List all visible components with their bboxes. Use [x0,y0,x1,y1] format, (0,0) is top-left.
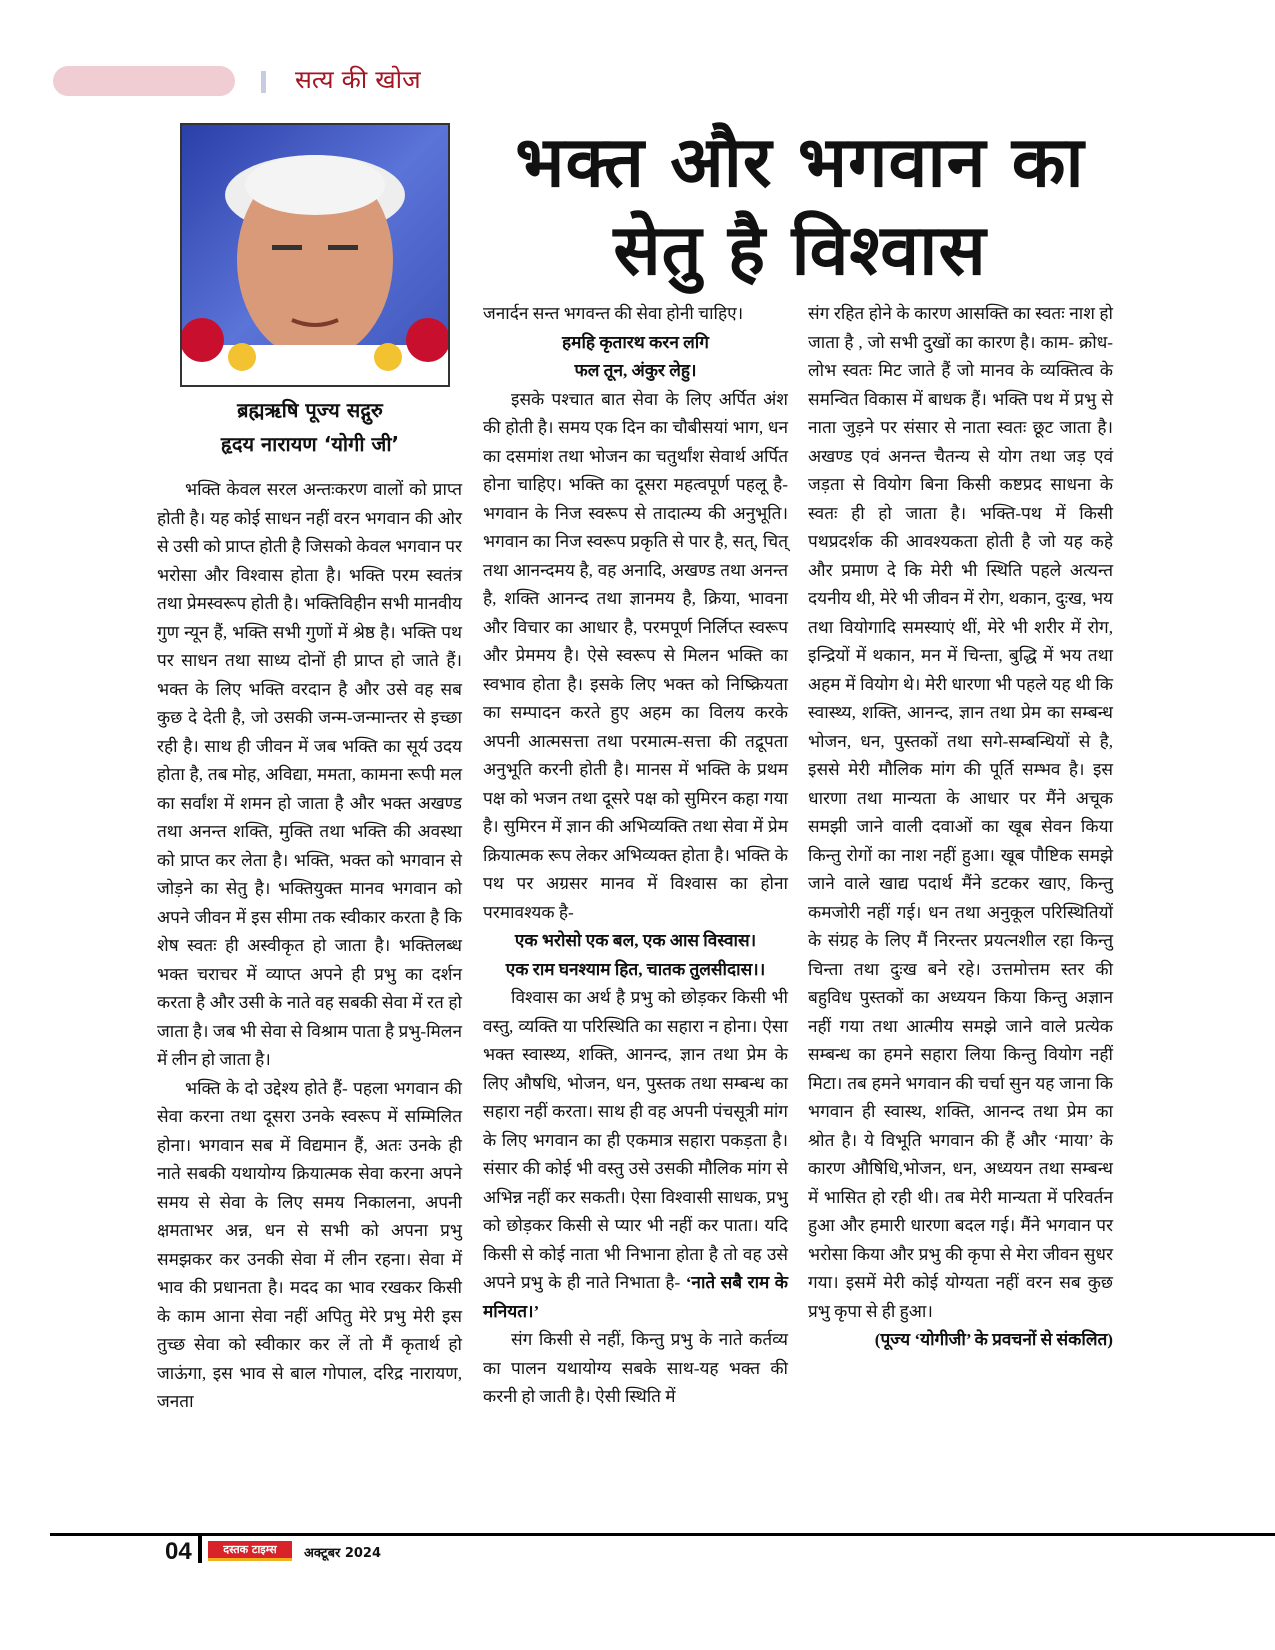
paragraph: भक्ति केवल सरल अन्तःकरण वालों को प्राप्त होती है। यह कोई साधन नहीं वरन भगवान की ओर से उसी को प्राप्त होती है जिसको केवल भगवान पर भरोसा और विश्वास होता है। भक्ति परम स्वतंत्र तथा प्रेमस्वरूप होती है। भक्तिविहीन सभी मानवीय गुण न्यून हैं, भक्ति सभी गुणों में श्रेष्ठ है। भक्ति पथ पर साधन तथा साध्य दोनों ही प्राप्त हो जाते हैं। भक्त के लिए भक्ति वरदान है और उसे वह सब कुछ दे देती है, जो उसकी जन्म-जन्मान्तर से इच्छा रही है। साथ ही जीवन में जब भक्ति का सूर्य उदय होता है, तब मोह, अविद्या, ममता, कामना रूपी मल का सर्वांश में शमन हो जाता है और भक्त अखण्ड तथा अनन्त शक्ति, मुक्ति तथा भक्ति की अवस्था को प्राप्त कर लेता है। भक्ति, भक्त को भगवान से जोड़ने का सेतु है। भक्तियुक्त मानव भगवान को अपने जीवन में इस सीमा तक स्वीकार करता है कि शेष स्वतः ही अस्वीकृत हो जाता है। भक्तिलब्ध भक्त चराचर में व्याप्त अपने ही प्रभु का दर्शन करता है और उसी के नाते वह सबकी सेवा में रत हो जाता है। जब भी सेवा से विश्राम पाता है प्रभु-मिलन में लीन हो जाता है। [157,480,462,1069]
publication-logo: दस्तक टाइम्स [208,1541,292,1561]
paragraph: भक्ति के दो उद्देश्य होते हैं- पहला भगवान की सेवा करना तथा दूसरा उनके स्वरूप में सम्मिलित होना। भगवान सब में विद्यमान हैं, अतः उनके ही नाते सबकी यथायोग्य क्रियात्मक सेवा करना अपने समय से सेवा के लिए समय निकालना, अपनी क्षमताभर अन्न, धन से सभी को अपना प्रभु समझकर कर उनकी सेवा में लीन रहना। सेवा में भाव की प्रधानता है। मदद का भाव रखकर किसी के काम आना सेवा नहीं अपितु मेरे प्रभु मेरी इस तुच्छ सेवा को स्वीकार कर लें तो मैं कृतार्थ हो जाऊंगा, इस भाव से बाल गोपाल, दरिद्र नारायण, जनता [157,1078,462,1411]
caption-line: हृदय नारायण ‘योगी जी’ [220,432,400,456]
paragraph: इसके पश्चात बात सेवा के लिए अर्पित अंश की होती है। समय एक दिन का चौबीसयां भाग, धन का दसमांश तथा भोजन का चतुर्थांश सेवार्थ अर्पित होना चाहिए। भक्ति का दूसरा महत्वपूर्ण पहलू है- भगवान के निज स्वरूप से तादात्म्य की अनुभूति। भगवान का निज स्वरूप प्रकृति से पार है, सत्, चित् तथा आनन्दमय है, वह अनादि, अखण्ड तथा अनन्त है, शक्ति आनन्द तथा ज्ञानमय है, क्रिया, भावना और विचार का आधार है, परमपूर्ण निर्लिप्त स्वरूप और प्रेममय है। ऐसे स्वरूप से मिलन भक्ति का स्वभाव होता है। इसके लिए भक्त को निष्क्रियता का सम्पादन करते हुए अहम का विलय करके अपनी आत्मसत्ता तथा परमात्म-सत्ता की तद्रूपता अनुभूति करनी होती है। मानस में भक्ति के प्रथम पक्ष को भजन तथा दूसरे पक्ष को सुमिरन कहा गया है। सुमिरन में ज्ञान की अभिव्यक्ति तथा सेवा में प्रेम क्रियात्मक रूप लेकर अभिव्यक्त होता है। भक्ति के पथ पर अग्रसर मानव में विश्वास का होना परमावश्यक है- [483,389,788,922]
verse-line: फल तून, अंकुर लेहु। [574,361,697,380]
column-2 [483,300,788,1412]
paragraph: संग रहित होने के कारण आसक्ति का स्वतः नाश हो जाता है , जो सभी दुखों का कारण है। काम- क्रोध-लोभ स्वतः मिट जाते हैं जो मानव के व्यक्तित्व के समन्वित विकास में बाधक हैं। भक्ति पथ में प्रभु से नाता जुड़ने पर संसार से नाता स्वतः छूट जाता है। अखण्ड एवं अनन्त चैतन्य से योग तथा जड़ एवं जड़ता से वियोग बिना किसी कष्टप्रद साधना के स्वतः ही हो जाता है। भक्ति-पथ में किसी पथप्रदर्शक की आवश्यकता होती है जो यह कहे और प्रमाण दे कि मेरी भी स्थिति पहले अत्यन्त दयनीय थी, मेरे भी जीवन में रोग, थकान, दुःख, भय तथा वियोगादि समस्याएं थीं, मेरे भी शरीर में रोग, इन्द्रियों में थकान, मन में चिन्ता, बुद्धि में भय तथा अहम में वियोग थे। मेरी धारणा भी पहले यह थी कि स्वास्थ्य, शक्ति, आनन्द, ज्ञान तथा प्रेम का सम्बन्ध भोजन, धन, पुस्तकों तथा सगे-सम्बन्धियों से है, इससे मेरी मौलिक मांग की पूर्ति सम्भव है। इस धारणा तथा मान्यता के आधार पर मैंने अचूक समझी जाने वाली दवाओं का खूब सेवन किया किन्तु रोगों का नाश नहीं हुआ। खूब पौष्टिक समझे जाने वाले खाद्य पदार्थ मैंने डटकर खाए, किन्तु कमजोरी नहीं गई। धन तथा अनुकूल परिस्थितियों के संग्रह के लिए मैं निरन्तर प्रयत्नशील रहा किन्तु चिन्ता तथा दुःख बने रहे। उत्तमोत्तम स्तर की बहुविध पुस्तकों का अध्ययन किया किन्तु अज्ञान नहीं गया तथा आत्मीय समझे जाने वाले प्रत्येक सम्बन्ध का हमने सहारा लिया किन्तु वियोग नहीं मिटा। तब हमने भगवान की चर्चा सुन यह जाना कि भगवान ही स्वास्थ, शक्ति, आनन्द तथा प्रेम का श्रोत है। ये विभूति भगवान की हैं और ‘माया’ के कारण औषिधि,भोजन, धन, अध्ययन तथा सम्बन्ध में भासित हो रही थी। तब मेरी मान्यता में परिवर्तन हुआ और हमारी धारणा बदल गई। मैंने भगवान पर भरोसा किया और प्रभु की कृपा से मेरा जीवन सुधर गया। इसमें मेरी कोई योग्यता नहीं वरन सब कुछ प्रभु कृपा से ही हुआ। [808,304,1113,1321]
paragraph: संग किसी से नहीं, किन्तु प्रभु के नाते कर्तव्य का पालन यथायोग्य सबके साथ-यह भक्त की करनी हो जाती है। ऐसी स्थिति में [483,1330,788,1406]
section-divider [261,71,266,93]
paragraph-text: विश्वास का अर्थ है प्रभु को छोड़कर किसी भी वस्तु, व्यक्ति या परिस्थिति का सहारा न होना। ऐसा भक्त स्वास्थ्य, शक्ति, आनन्द, ज्ञान तथा प्रेम के लिए औषधि, भोजन, धन, पुस्तक तथा सम्बन्ध का सहारा नहीं करता। साथ ही वह अपनी पंचसूत्री मांग के लिए भगवान का ही एकमात्र सहारा पकड़ता है। संसार की कोई भी वस्तु उसे उसकी मौलिक मांग से अभिन्न नहीं कर सकती। ऐसा विश्वासी साधक, प्रभु को छोड़कर किसी से प्यार भी नहीं कर पाता। यदि किसी से कोई नाता भी निभाना होता है तो वह उसे अपने प्रभु के ही नाते निभाता है- [483,988,788,1292]
quote-bold: ‘नाते सबै राम के मनियत।’ [483,1273,788,1321]
column-1 [157,476,462,1417]
caption-line: ब्रह्मऋषि पूज्य सद्गुरु [237,398,383,422]
photo-caption [160,393,460,461]
section-pill [53,66,235,96]
footer-rule [50,1533,1275,1536]
title-line: भक्त और भगवान का [515,121,1085,203]
article-title [470,118,1130,294]
footer-divider [198,1535,202,1563]
section-label: सत्य की खोज [295,65,421,94]
verse-line: एक राम घनश्याम हित, चातक तुलसीदास।। [505,959,766,979]
title-line: सेतु है विश्वास [613,209,987,291]
issue-date: अक्टूबर 2024 [304,1546,382,1561]
verse-line: एक भरोसो एक बल, एक आस विस्वास। [514,931,757,950]
portrait-image [182,125,448,385]
author-photo [180,123,450,387]
verse-line: हमहि कृतारथ करन लगि [562,332,709,352]
paragraph: जनार्दन सन्त भगवन्त की सेवा होनी चाहिए। [483,304,744,323]
paragraph [483,984,788,1326]
source-credit: (पूज्य ‘योगीजी’ के प्रवचनों से संकलित) [874,1330,1113,1349]
column-3 [808,300,1113,1355]
page-number: 04 [165,1538,192,1565]
